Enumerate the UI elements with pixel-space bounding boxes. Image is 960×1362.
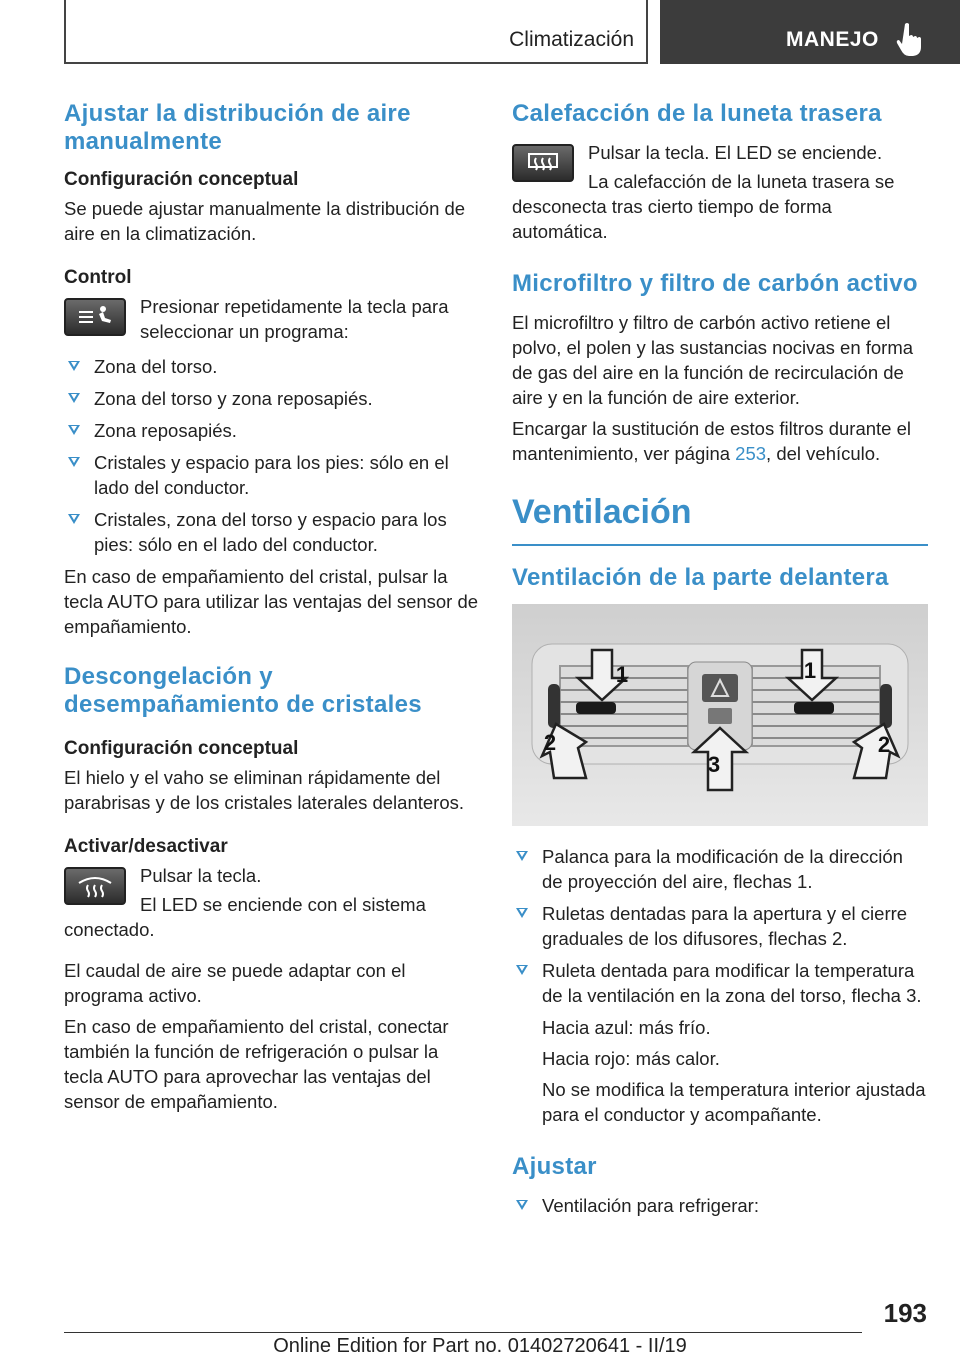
concept-title: Configuración conceptual — [64, 169, 299, 190]
page-link-253[interactable]: 253 — [735, 443, 767, 464]
figure-label-1-left: 1 — [615, 662, 629, 687]
triangle-bullet-icon — [516, 851, 528, 861]
fog-text: En caso de empañamiento del cristal, pulsar la tecla AUTO para utilizar las ventajas del sensor de empañamiento. — [64, 566, 479, 637]
header-section-title: Climatización — [509, 28, 634, 51]
triangle-bullet-icon — [68, 514, 80, 524]
triangle-bullet-icon — [68, 457, 80, 467]
triangle-bullet-icon — [516, 1200, 528, 1210]
rear-window-defrost-button-icon — [512, 144, 574, 182]
left-column — [64, 100, 480, 1120]
triangle-bullet-icon — [68, 425, 80, 435]
list-item: Zona reposapiés. — [64, 418, 480, 443]
rear-p1: Pulsar la tecla. El LED se enciende. — [588, 142, 883, 163]
heading-front-ventilation: Ventilación de la parte delantera — [512, 564, 889, 591]
hand-pointer-icon — [896, 22, 924, 56]
fog2-text: En caso de empañamiento del cristal, conectar también la función de refrigeración o pulsar la tecla AUTO para aprovechar las ventajas del sensor de empañamiento. — [64, 1016, 449, 1112]
heading-filter: Microfiltro y filtro de carbón activo — [512, 270, 918, 297]
right-thumbwheel — [880, 684, 892, 728]
control-title: Control — [64, 267, 132, 288]
footer-edition: Online Edition for Part no. 01402720641 - II/19 — [273, 1335, 687, 1357]
footer-divider — [64, 1332, 862, 1333]
list-item: Ruleta dentada para modificar la temperatura de la ventilación en la zona del torso, flecha 3. — [512, 958, 928, 1008]
control-text: Presionar repetidamente la tecla para seleccionar un programa: — [140, 296, 449, 342]
heading-manual-distribution: Ajustar la distribución de aire manualmente — [64, 100, 411, 155]
heading-defrost: Descongelación y desempañamiento de cristales — [64, 663, 422, 718]
defrost-concept-title: Configuración conceptual — [64, 738, 299, 759]
header-chapter-tab[interactable] — [660, 0, 960, 64]
rear-row — [512, 140, 928, 248]
list-item: Cristales, zona del torso y espacio para los pies: sólo en el lado del conductor. — [64, 507, 480, 557]
figure-label-1-right: 1 — [803, 658, 817, 683]
windshield-defrost-button-icon — [64, 867, 126, 905]
header-section-box — [64, 0, 648, 64]
figure-label-2-right: 2 — [877, 732, 891, 757]
filter-p1: El microfiltro y filtro de carbón activo retiene el polvo, el polen y las sustancias nocivas en forma de gas del aire en la función de recirculación de aire y en la función de aire exterior. — [512, 312, 914, 408]
control-row — [64, 294, 480, 348]
triangle-bullet-icon — [68, 361, 80, 371]
vent-list — [512, 844, 928, 1008]
header-chapter-label: MANEJO — [786, 28, 879, 51]
air-distribution-button-icon — [64, 298, 126, 336]
list-item: Cristales y espacio para los pies: sólo en el lado del conductor. — [64, 450, 480, 500]
defrost-concept-text: El hielo y el vaho se eliminan rápidamente del parabrisas y de los cristales laterales delanteros. — [64, 767, 464, 813]
activate-p2: El LED se enciende con el sistema conectado. — [64, 894, 426, 940]
page-number: 193 — [883, 1298, 927, 1328]
left-lever — [576, 702, 616, 714]
red-text: Hacia rojo: más calor. — [542, 1048, 720, 1069]
heading-ventilation: Ventilación — [512, 492, 928, 546]
airflow-text: El caudal de aire se puede adaptar con el programa activo. — [64, 960, 406, 1006]
heading-adjust: Ajustar — [512, 1153, 597, 1180]
filter-p2: Encargar la sustitución de estos filtros durante el mantenimiento, ver página 253, del vehículo. — [512, 418, 911, 464]
right-lever — [794, 702, 834, 714]
triangle-bullet-icon — [516, 965, 528, 975]
front-vent-figure — [512, 604, 928, 826]
list-item: Palanca para la modificación de la dirección de proyección del aire, flechas 1. — [512, 844, 928, 894]
left-thumbwheel — [548, 684, 560, 728]
no-mod-text: No se modifica la temperatura interior ajustada para el conductor y acompañante. — [542, 1079, 926, 1125]
activate-title: Activar/desactivar — [64, 836, 228, 857]
concept-text: Se puede ajustar manualmente la distribución de aire en la climatización. — [64, 198, 466, 244]
activate-p1: Pulsar la tecla. — [140, 865, 262, 886]
list-item: Ruletas dentadas para la apertura y el cierre graduales de los difusores, flechas 2. — [512, 901, 928, 951]
figure-label-3: 3 — [707, 752, 721, 777]
program-list — [64, 354, 480, 557]
figure-label-2-left: 2 — [543, 730, 557, 755]
right-column — [512, 100, 928, 1225]
triangle-bullet-icon — [68, 393, 80, 403]
adjust-list — [512, 1193, 928, 1218]
triangle-bullet-icon — [516, 908, 528, 918]
activate-row — [64, 863, 480, 946]
rear-p2: La calefacción de la luneta trasera se desconecta tras cierto tiempo de forma automática. — [512, 171, 895, 242]
list-item: Zona del torso y zona reposapiés. — [64, 386, 480, 411]
list-item: Zona del torso. — [64, 354, 480, 379]
heading-rear-window: Calefacción de la luneta trasera — [512, 100, 882, 127]
list-item: Ventilación para refrigerar: — [512, 1193, 928, 1218]
blue-text: Hacia azul: más frío. — [542, 1017, 711, 1038]
